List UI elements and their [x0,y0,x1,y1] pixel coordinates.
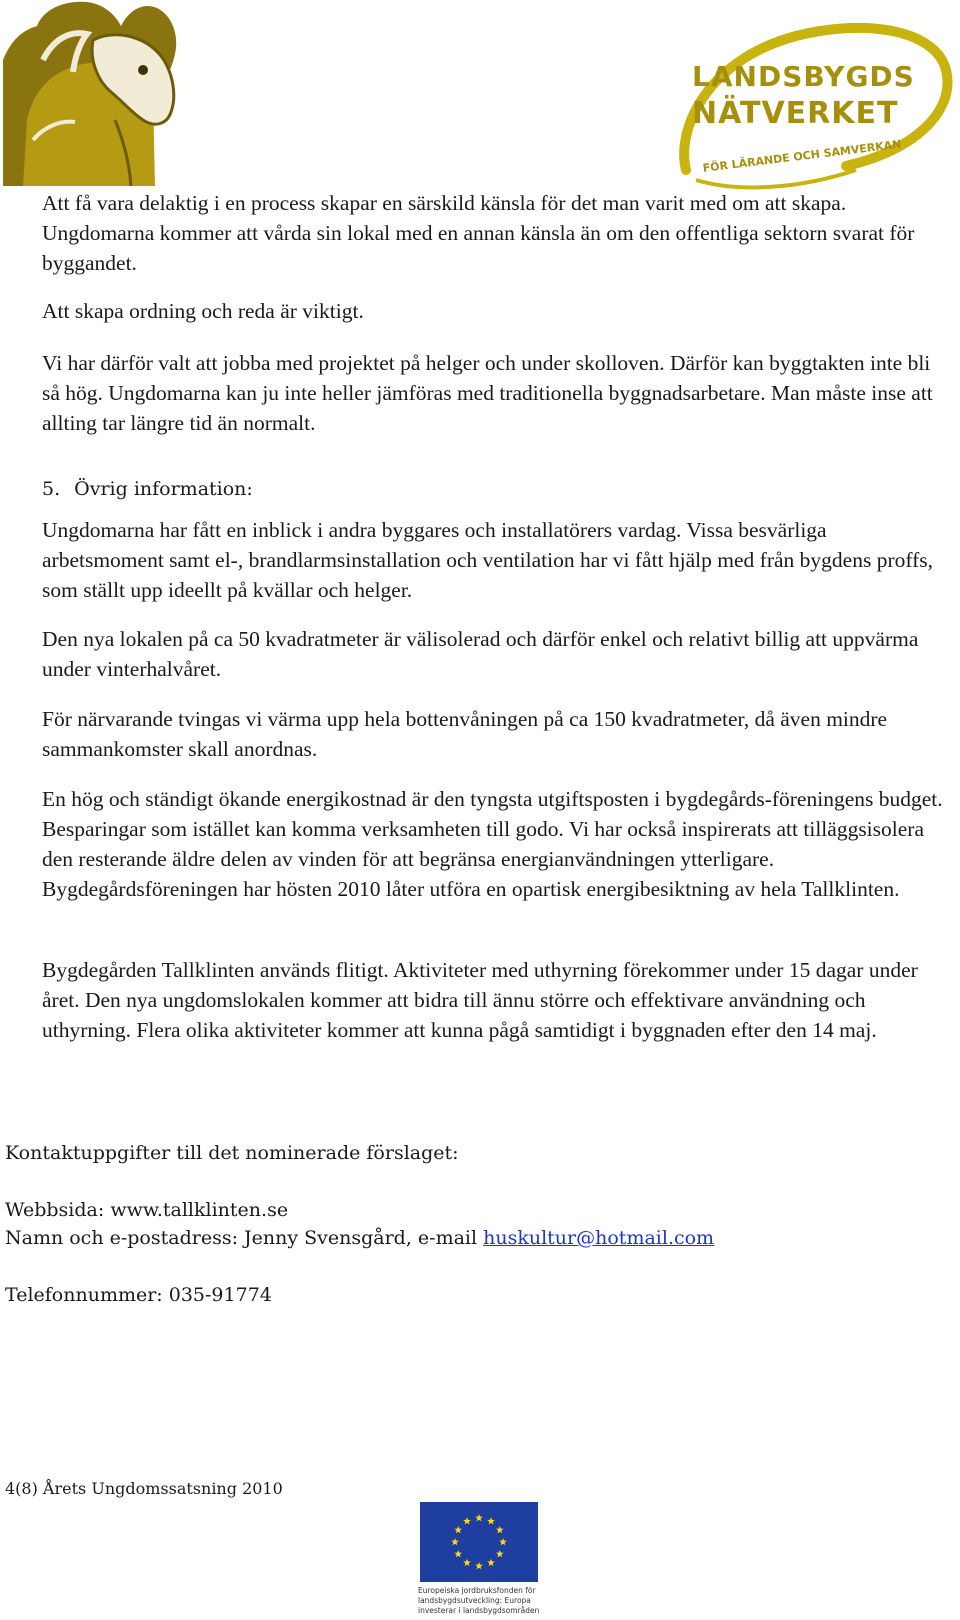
contact-phone: Telefonnummer: 035-91774 [5,1284,272,1306]
website-label: Webbsida: [5,1199,111,1221]
contact-heading: Kontaktuppgifter till det nominerade förslaget: [5,1142,459,1164]
section-number: 5. [42,478,61,500]
section-title: Övrig information: [74,478,253,500]
goat-logo-image [3,0,183,186]
logo-line-2: NÄTVERKET [692,96,899,131]
page-footer-note: 4(8) Årets Ungdomssatsning 2010 [5,1479,283,1498]
paragraph-1: Att få vara delaktig i en process skapar en särskild känsla för det man varit med om att skapa. Ungdomarna kommer att vårda sin lokal med en annan känsla än om den offentliga sektorn svarat för byggandet. [42,191,915,275]
paragraph-2: Att skapa ordning och reda är viktigt. [42,299,364,323]
logo-line-1: LANDSBYGDS [692,60,915,93]
section-paragraph-1: Ungdomarna har fått en inblick i andra byggares och installatörers vardag. Vissa besvärliga arbetsmoment samt el-, brandlarmsinstallation och ventilation har vi fått hjälp med från bygdens proffs, som ställt upp ideellt på kvällar och helger. [42,518,934,602]
eu-logo [418,1500,542,1618]
contact-website-line [5,1197,288,1224]
eu-caption: Europeiska jordbruksfonden för landsbygdsutveckling: Europa investerar i landsbygdsområden [418,1586,540,1615]
section-heading [42,476,253,502]
eu-flag-icon [420,1502,538,1582]
name-label: Namn och e-postadress: Jenny Svensgård, e-mail [5,1227,484,1249]
section-paragraph-2: Den nya lokalen på ca 50 kvadratmeter är välisolerad och därför enkel och relativt billig att uppvärma under vinterhalvåret. [42,627,919,681]
contact-name-line [5,1225,714,1252]
section-paragraph-3: För närvarande tvingas vi värma upp hela bottenvåningen på ca 150 kvadratmeter, då även mindre sammankomster skall anordnas. [42,707,888,761]
section-paragraph-4: En hög och ständigt ökande energikostnad är den tyngsta utgiftsposten i bygdegårds-föreningens budget. Besparingar som istället kan komma verksamheten till godo. Vi har också inspirerats att tilläggsisolera den resterande äldre delen av vinden för att begränsa energianvändningen ytterligare. Bygdegårdsföreningen har hösten 2010 låter utföra en opartisk energibesiktning av hela Tallklinten. [42,787,943,901]
logo-tagline: FÖR LÄRANDE OCH SAMVERKAN [702,137,903,175]
website-text: www.tallklinten.se [110,1199,289,1221]
email-link[interactable]: huskultur@hotmail.com [483,1227,715,1249]
landsbygdsnatverket-logo [676,20,960,190]
section-paragraph-5: Bygdegården Tallklinten används flitigt. Aktiviteter med uthyrning förekommer under 15 dagar under året. Den nya ungdomslokalen kommer att bidra till ännu större och effektivare användning och uthyrning. Flera olika aktiviteter kommer att kunna pågå samtidigt i byggnaden efter den 14 maj. [42,958,918,1042]
paragraph-3: Vi har därför valt att jobba med projektet på helger och under skolloven. Därför kan byggtakten inte bli så hög. Ungdomarna kan ju inte heller jämföras med traditionella byggnadsarbetare. Man måste inse att allting tar längre tid än normalt. [42,351,933,435]
